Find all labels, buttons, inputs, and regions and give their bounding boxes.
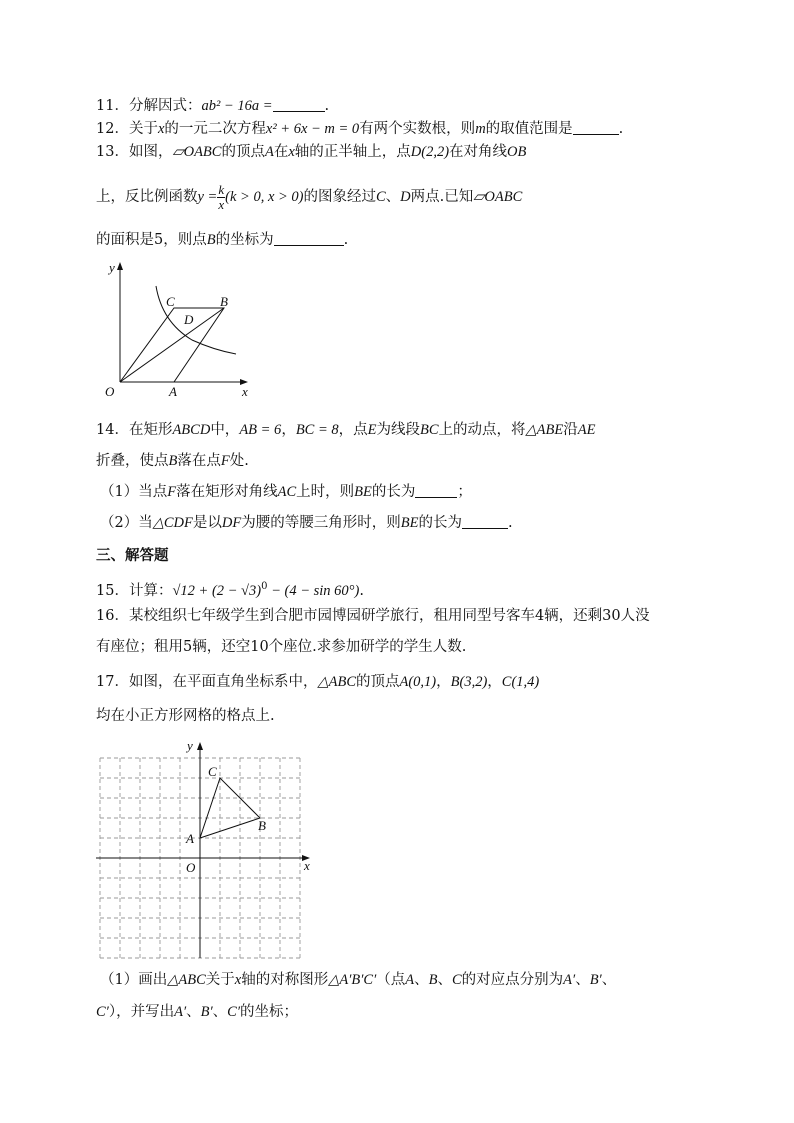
label-C: C <box>166 294 175 309</box>
question-14-part-1: （1）当点F落在矩形对角线AC上时，则BE的长为 ； <box>100 484 472 500</box>
label-D: D <box>184 312 194 327</box>
question-14-part-2: （2）当△CDF是以DF为腰的等腰三角形时，则BE的长为 . <box>100 515 513 531</box>
question-17-line-2: 均在小正方形网格的格点上. <box>96 708 275 724</box>
diagonal-OB <box>120 308 224 382</box>
label-x: x <box>242 384 248 399</box>
label-y: y <box>187 738 193 753</box>
label-A: A <box>169 384 177 399</box>
figure-13-parallelogram <box>96 256 256 399</box>
question-16-line-2: 有座位；租用5辆，还空10个座位.求参加研学的学生人数. <box>96 639 467 655</box>
question-17-part-1-line-1: （1）画出△ABC关于x轴的对称图形△A′B′C′（点A、B、C的对应点分别为A′、B′、 <box>100 972 617 988</box>
figure-17-grid <box>94 736 314 960</box>
label-B: B <box>220 294 228 309</box>
question-11: 11．分解因式：ab² − 16a = . <box>96 98 330 114</box>
answer-blank[interactable] <box>273 97 325 112</box>
question-17-line-1: 17．如图，在平面直角坐标系中，△ABC的顶点A(0,1)，B(3,2)，C(1,4) <box>96 674 540 690</box>
question-13-line-3: 的面积是5，则点B的坐标为 . <box>96 232 349 248</box>
answer-blank[interactable] <box>274 231 344 246</box>
answer-blank[interactable] <box>573 120 619 135</box>
section-heading: 三、解答题 <box>96 548 169 564</box>
question-17-part-1-line-2: C′），并写出A′、B′、C′的坐标； <box>96 1004 298 1020</box>
question-14-line-2: 折叠，使点B落在点F处. <box>96 453 249 469</box>
question-16-line-1: 16．某校组织七年级学生到合肥市园博园研学旅行，租用同型号客车4辆，还剩30人没 <box>96 608 650 624</box>
question-12: 12．关于x的一元二次方程x² + 6x − m = 0有两个实数根，则m的取值范围是 . <box>96 121 624 137</box>
q11-expression: ab² − 16a = <box>201 98 273 114</box>
question-13-line-1: 13．如图，▱OABC的顶点A在x轴的正半轴上，点D(2,2)在对角线OB <box>96 144 527 160</box>
label-B: B <box>258 818 266 833</box>
question-14-line-1: 14．在矩形ABCD中，AB = 6，BC = 8，点E为线段BC上的动点，将△ABE沿AE <box>96 422 596 438</box>
triangle-ABC <box>200 778 260 838</box>
answer-blank[interactable] <box>415 483 457 498</box>
label-x: x <box>304 858 310 873</box>
q12-equation: x² + 6x − m = 0 <box>265 121 360 137</box>
label-O: O <box>186 860 196 875</box>
fraction-k-over-x: $\frac{k}{x}$ <box>218 181 225 212</box>
question-13-line-2: 上，反比例函数y = $\frac{k}{x}$ (k > 0, x > 0)的图象经过C、D两点.已知▱OABC <box>96 181 523 212</box>
label-O: O <box>105 384 115 399</box>
label-A: A <box>186 831 194 846</box>
answer-blank[interactable] <box>462 514 508 529</box>
question-15: 15．计算：$√12 + (2 - √3)^0 - (4 - \sin 60^\circ)$. <box>96 581 364 599</box>
label-y: y <box>109 260 115 275</box>
label-C: C <box>208 764 217 779</box>
